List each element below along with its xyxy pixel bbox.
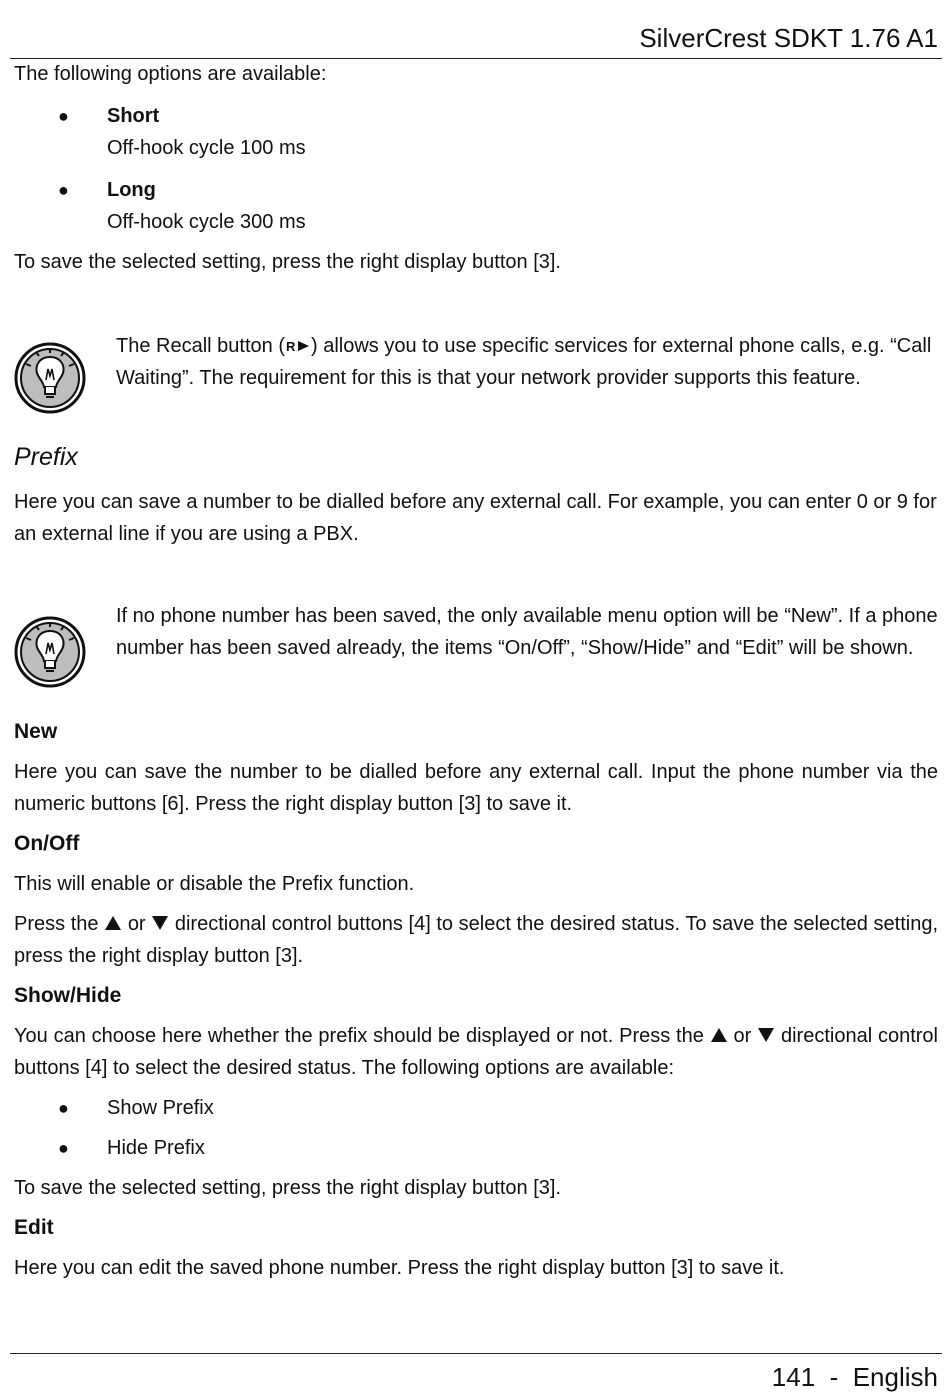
lightbulb-icon	[14, 342, 86, 414]
bullet-icon: ●	[58, 1098, 69, 1118]
option-desc: Off-hook cycle 100 ms	[107, 137, 306, 159]
bullet-icon: ●	[58, 1138, 69, 1158]
page-content	[14, 58, 938, 1284]
bullet-icon: ●	[58, 106, 69, 126]
section-heading-onoff: On/Off	[14, 832, 80, 855]
tip-text: If no phone number has been saved, the only available menu option will be “New”. If a phone number has been saved already, the items “On/Off”, “Show/Hide” and “Edit” will be shown.	[116, 605, 938, 659]
save-instruction: To save the selected setting, press the right display button [3].	[14, 251, 561, 273]
manual-title: SilverCrest SDKT 1.76 A1	[639, 23, 938, 53]
list-item	[14, 174, 938, 238]
new-text: Here you can save the number to be dialled before any external call. Input the phone number via the numeric buttons [6]. Press the right display button [3] to save it.	[14, 761, 938, 815]
prefix-text: Here you can save a number to be dialled before any external call. For example, you can enter 0 or 9 for an external line if you are using a PBX.	[14, 491, 937, 545]
page-number: 141 - English	[771, 1362, 938, 1392]
bullet-icon: ●	[58, 180, 69, 200]
up-arrow-icon	[710, 1027, 728, 1043]
down-arrow-icon	[757, 1027, 775, 1043]
page-footer	[10, 1353, 942, 1400]
list-item	[14, 100, 938, 164]
section-heading-edit: Edit	[14, 1216, 54, 1239]
option-desc: Off-hook cycle 300 ms	[107, 211, 306, 233]
onoff-instruction: Press the or directional control buttons [4] to select the desired status. To save the selected setting, press the right display button [3].	[14, 913, 939, 967]
tip-text: The Recall button ( R ) allows you to use specific services for external phone calls, e.g. “Call Waiting”. The requirement for this is that your network provider supports this feature.	[116, 335, 932, 389]
intro-text: The following options are available:	[14, 63, 327, 85]
up-arrow-icon	[104, 915, 122, 931]
list-item	[14, 1092, 938, 1124]
section-heading-showhide: Show/Hide	[14, 984, 122, 1007]
down-arrow-icon	[151, 915, 169, 931]
recall-button-icon	[285, 338, 311, 354]
save-instruction: To save the selected setting, press the right display button [3].	[14, 1177, 561, 1199]
list-item-text: Show Prefix	[107, 1097, 214, 1119]
tip-box-prefix	[14, 600, 938, 664]
list-item-text: Hide Prefix	[107, 1137, 205, 1159]
option-name: Short	[107, 105, 160, 127]
option-name: Long	[107, 179, 156, 201]
showhide-instruction: You can choose here whether the prefix should be displayed or not. Press the or directional control buttons [4] to select the desired status. The following options are available:	[14, 1025, 938, 1079]
svg-text:R: R	[285, 339, 296, 354]
lightbulb-icon	[14, 616, 86, 688]
section-heading-prefix: Prefix	[14, 443, 78, 471]
onoff-text: This will enable or disable the Prefix function.	[14, 873, 415, 895]
section-heading-new: New	[14, 720, 58, 743]
page-header	[10, 20, 942, 59]
list-item	[14, 1132, 938, 1164]
tip-box-recall	[14, 330, 938, 394]
edit-text: Here you can edit the saved phone number. Press the right display button [3] to save it.	[14, 1257, 785, 1279]
